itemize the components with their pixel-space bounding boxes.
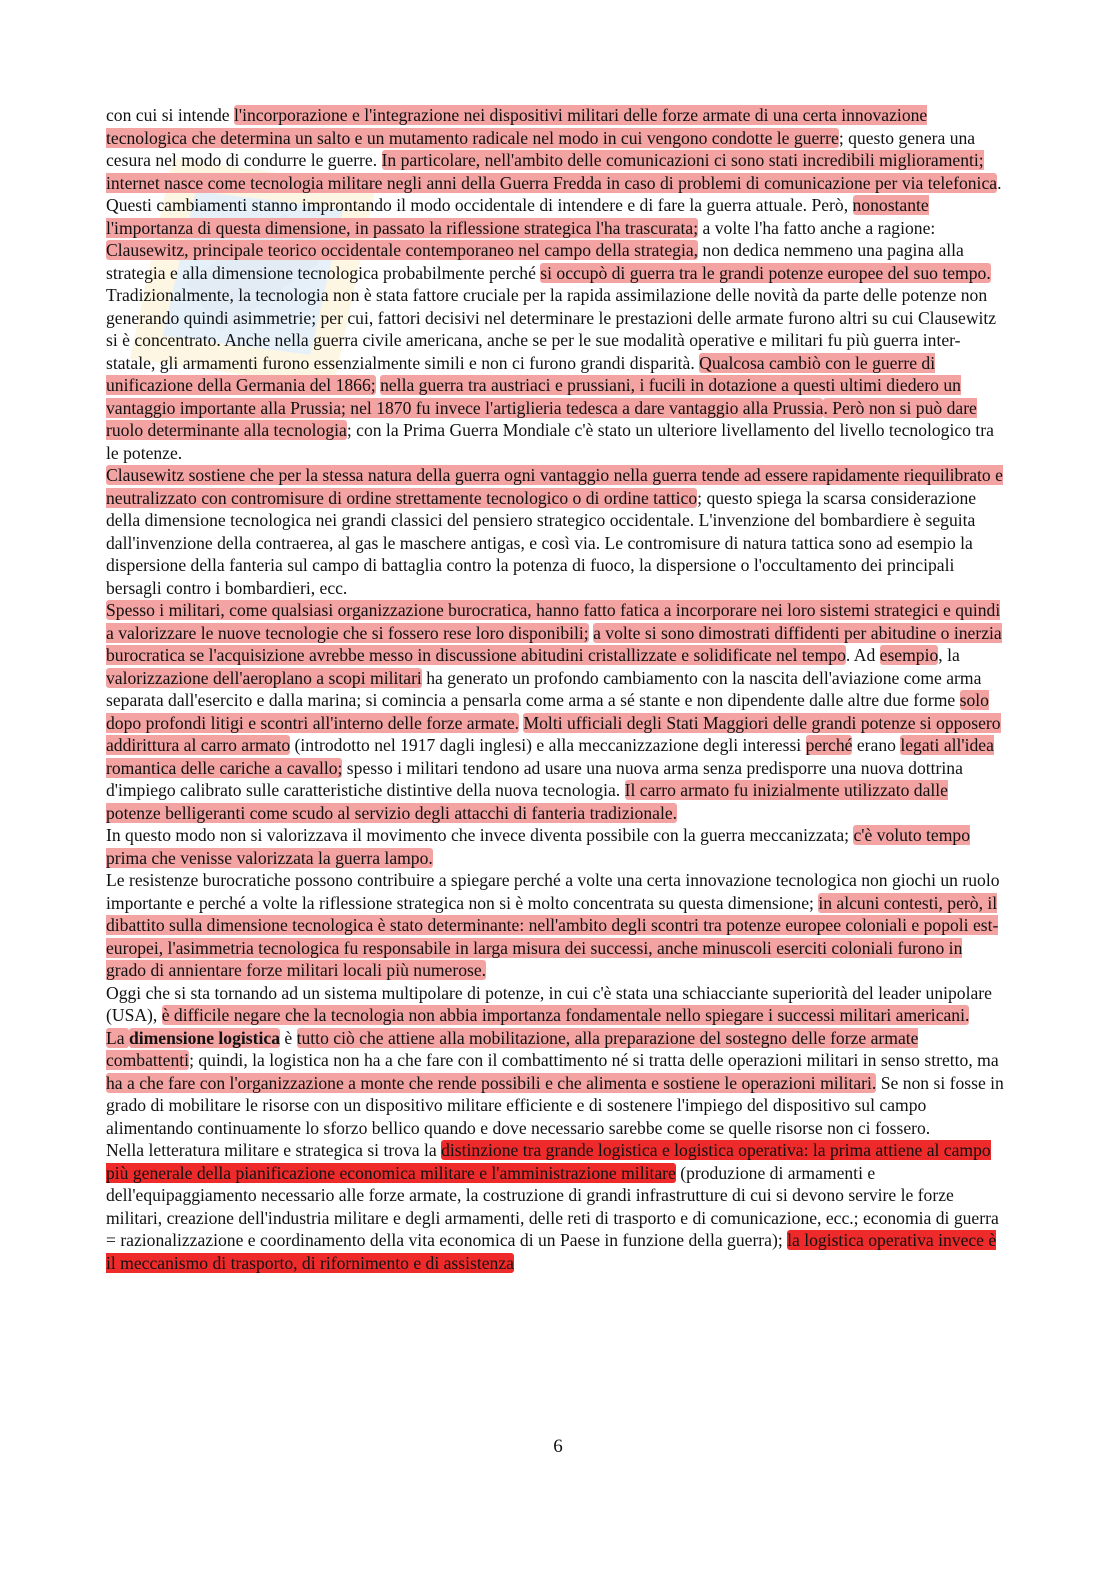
- text-run: è: [280, 1027, 297, 1048]
- highlighted-text: . Però non si può dare ruolo determinante alla tecnologia: [106, 397, 977, 440]
- text-run: Tradizionalmente, la tecnologia non è stata fattore cruciale per la rapida assimilazione delle novità da parte delle potenze non generando quindi asimmetrie; per cui, fattori decisivi nel determinare le prestazioni delle armate furono altri su cui Clausewitz si è concentrato. Anche nella guerra civile americana, anche se per le sue modalità operative e militari fu più guerra inter-statale, gli armamenti furono essenzialmente simili e non ci furono grandi disparità.: [106, 285, 997, 373]
- highlighted-text: Clausewitz, principale teorico occidentale contemporaneo nel campo della strategia,: [106, 240, 699, 260]
- highlighted-text: Il carro armato fu inizialmente utilizzato dalle potenze belligeranti come scudo al servizio degli attacchi di fanteria tradizionale.: [106, 780, 948, 823]
- text-run: ; questo spiega la scarsa considerazione della dimensione tecnologica nei grandi classici del pensiero strategico occidentale. L'invenzione del bombardiere è seguita dall'invenzione della contraerea, al gas le maschere antigas, e così via. Le contromisure di natura tattica sono ad esempio la dispersione della fanteria sul campo di battaglia contro la potenza di fuoco, la dispersione o l'occultamento dei principali bersagli contro i bombardieri, ecc.: [106, 487, 977, 598]
- highlighted-text: ha a che fare con l'organizzazione a monte che rende possibili e che alimenta e sostiene le operazioni militari.: [106, 1072, 877, 1093]
- highlighted-text: l'incorporazione e l'integrazione nei dispositivi militari delle forze armate di una certa innovazione tecnologica che determina un salto e un mutamento radicale nel modo in cui vengono condotte le guerre: [106, 105, 928, 148]
- page-number: 6: [553, 1436, 563, 1457]
- highlighted-text: Molti ufficiali degli Stati Maggiori delle grandi potenze si opposero addirittura al carro armato: [106, 712, 1001, 755]
- text-run: ; questo genera una cesura nel modo di condurre le guerre.: [106, 127, 976, 170]
- paragraph: [106, 284, 1006, 464]
- highlighted-text: Clausewitz sostiene che per la stessa natura della guerra ogni vantaggio nella guerra tende ad essere rapidamente riequilibrato e neutralizzato con contromisure di ordine strettamente tecnologico o di ordine tattico: [106, 465, 1003, 508]
- highlighted-text: c'è voluto tempo prima che venisse valorizzata la guerra lampo.: [106, 825, 970, 868]
- highlighted-text: In particolare, nell'ambito delle comunicazioni ci sono stati incredibili miglioramenti; internet nasce come tecnologia militare negli anni della Guerra Fredda in caso di problemi di comunicazione per via telefonica: [106, 150, 998, 193]
- paragraph: [106, 464, 1006, 599]
- text-run: a volte l'ha fatto anche a ragione:: [698, 217, 936, 238]
- highlighted-text: nonostante l'importanza di questa dimensione, in passato la riflessione strategica l'ha trascurata;: [106, 195, 929, 238]
- text-run: non dedica nemmeno una pagina alla strategia e alla dimensione tecnologica probabilmente perché: [106, 240, 964, 283]
- paragraph: [106, 869, 1006, 982]
- highlighted-text: La: [106, 1027, 129, 1048]
- text-run: Oggi che si sta tornando ad un sistema multipolare di potenze, in cui c'è stata una schiacciante superiorità del leader unipolare (USA),: [106, 982, 992, 1025]
- text-run: Nella letteratura militare e strategica si trova la: [106, 1140, 442, 1160]
- highlighted-text: a volte si sono dimostrati diffidenti per abitudine o inerzia burocratica se l'acquisizione avrebbe messo in discussione abitudini cristallizzate e solidificate nel tempo: [106, 622, 1002, 665]
- text-run: (produzione di armamenti e dell'equipaggiamento necessario alle forze armate, la costruzione di grandi infrastrutture di cui si devono servire le forze militari, creazione dell'industria militare e degli armamenti, delle reti di trasporto e di comunicazione, ecc.; economia di guerra = razionalizzazione e coordinamento della vita economica di un Paese in funzione della guerra);: [106, 1162, 999, 1250]
- text-run: ha generato un profondo cambiamento con la nascita dell'aviazione come arma separata dall'esercito e dalla marina; si comincia a pensarla come arma a sé stante e non dipendente dalle altre due forme: [106, 667, 982, 710]
- highlighted-text: si occupò di guerra tra le grandi potenze europee del suo tempo.: [540, 262, 991, 283]
- text-run: . Ad: [845, 645, 880, 665]
- page-body: [106, 104, 1006, 1274]
- paragraph: [106, 1139, 1006, 1274]
- highlighted-text: legati all'idea romantica delle cariche a cavallo;: [106, 735, 994, 778]
- text-run: . Questi cambiamenti stanno improntando il modo occidentale di intendere e di fare la guerra attuale. Però,: [106, 172, 1002, 215]
- highlighted-text: nella guerra tra austriaci e prussiani, i fucili in dotazione a questi ultimi diedero un vantaggio importante alla Prussia; nel 1870 fu invece l'artiglieria tedesca a dare vantaggio alla Prussia: [106, 375, 961, 418]
- paragraph: [106, 1027, 1006, 1140]
- text-run: , la: [938, 645, 960, 665]
- highlighted-text: Spesso i militari, come qualsiasi organizzazione burocratica, hanno fatto fatica a incorporare nei loro sistemi strategici e quindi a valorizzare le nuove tecnologie che si fossero rese loro disponibili;: [106, 600, 1001, 643]
- text-run: erano: [852, 735, 901, 755]
- highlighted-text: perché: [805, 735, 853, 755]
- highlighted-text: Qualcosa cambiò con le guerre di unificazione della Germania del 1866;: [106, 352, 936, 395]
- paragraph: [106, 824, 1006, 869]
- highlighted-text: in alcuni contesti, però, il dibattito sulla dimensione tecnologica è stato determinante: nell'ambito degli scontri tra potenze europee coloniali e popoli est-europei, l'asimmetria tecnologica fu responsabile in larga misura dei successi, anche minuscoli eserciti coloniali furono in grado di annientare forze militari locali più numerose.: [106, 892, 999, 980]
- text-run: ; quindi, la logistica non ha a che fare con il combattimento né si tratta delle operazioni militari in senso stretto, ma: [189, 1050, 999, 1070]
- text-run: In questo modo non si valorizzava il movimento che invece diventa possibile con la guerra meccanizzata;: [106, 825, 854, 845]
- text-run: con cui si intende: [106, 105, 235, 125]
- text-run: ; con la Prima Guerra Mondiale c'è stato un ulteriore livellamento del livello tecnologico tra le potenze.: [106, 420, 994, 463]
- highlighted-text: solo dopo profondi litigi e scontri all'interno delle forze armate.: [106, 690, 989, 733]
- highlighted-text: la logistica operativa invece è il meccanismo di trasporto, di rifornimento e di assistenza: [106, 1230, 997, 1273]
- highlighted-text: distinzione tra grande logistica e logistica operativa: la prima attiene al campo più generale della pianificazione economica militare e l'amministrazione militare: [106, 1140, 991, 1183]
- paragraph: [106, 599, 1006, 824]
- text-run: spesso i militari tendono ad usare una nuova arma senza predisporre una nuova dottrina d'impiego calibrato sulle caratteristiche distintive della nuova tecnologia.: [106, 757, 963, 800]
- highlighted-text: è difficile negare che la tecnologia non abbia importanza fondamentale nello spiegare i successi militari americani.: [161, 1005, 970, 1025]
- text-run: (introdotto nel 1917 dagli inglesi) e alla meccanizzazione degli interessi: [290, 735, 806, 755]
- highlighted-text: esempio: [879, 645, 939, 665]
- highlighted-text: tutto ciò che attiene alla mobilitazione, alla preparazione del sostegno delle forze armate combattenti: [106, 1027, 919, 1070]
- paragraph: [106, 982, 1006, 1027]
- text-run: Se non si fosse in grado di mobilitare le risorse con un dispositivo militare efficiente e di sostenere l'impiego del dispositivo sul campo alimentando continuamente lo sforzo bellico quando e dove necessario sarebbe come se quelle risorse non ci fossero.: [106, 1072, 1004, 1138]
- paragraph: [106, 104, 1006, 284]
- highlighted-text: dimensione logistica: [128, 1027, 280, 1048]
- text-run: Le resistenze burocratiche possono contribuire a spiegare perché a volte una certa innovazione tecnologica non giochi un ruolo importante e perché a volte la riflessione strategica non si è molto concentrata su questa dimensione;: [106, 870, 1000, 913]
- highlighted-text: valorizzazione dell'aeroplano a scopi militari: [106, 667, 422, 688]
